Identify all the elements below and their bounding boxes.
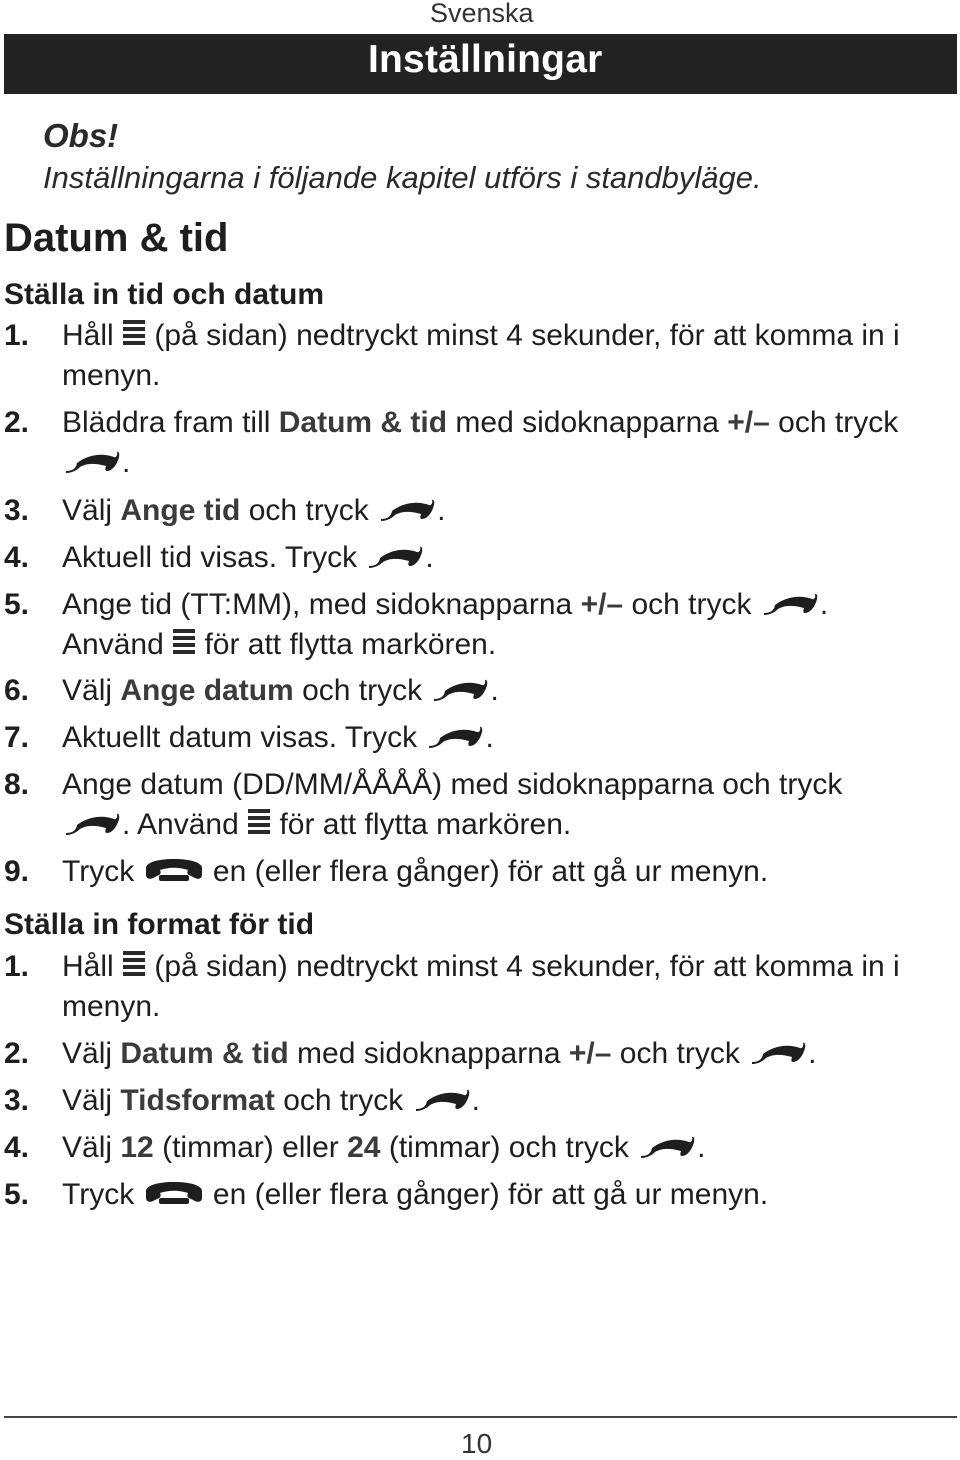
call-icon bbox=[425, 724, 485, 750]
call-icon bbox=[748, 1040, 808, 1066]
note-heading: Obs! bbox=[43, 117, 119, 154]
subsection-title: Ställa in format för tid bbox=[4, 908, 315, 941]
list-item: 3. Välj Ange tid och tryck . bbox=[4, 494, 446, 527]
call-icon bbox=[62, 811, 122, 837]
list-item: 8. Ange datum (DD/MM/ÅÅÅÅ) med sidoknapparna och tryck . Använd för att flytta markören. bbox=[4, 768, 843, 841]
page-title: Inställningar bbox=[368, 38, 603, 81]
call-icon bbox=[365, 544, 425, 570]
subsection-title: Ställa in tid och datum bbox=[4, 278, 325, 311]
note-box bbox=[43, 114, 762, 198]
list-item: 3. Välj Tidsformat och tryck . bbox=[4, 1084, 480, 1117]
call-icon bbox=[62, 449, 122, 475]
list-item: 4. Aktuell tid visas. Tryck . bbox=[4, 541, 434, 574]
menu-icon bbox=[247, 807, 271, 837]
list-item: 7. Aktuellt datum visas. Tryck . bbox=[4, 721, 494, 754]
list-item: 2. Välj Datum & tid med sidoknapparna +/– och tryck . bbox=[4, 1037, 817, 1070]
list-item: 5. Tryck en (eller flera gånger) för att gå ur menyn. bbox=[4, 1178, 769, 1211]
call-icon bbox=[412, 1087, 472, 1113]
list-item: 5. Ange tid (TT:MM), med sidoknapparna +/– och tryck . Använd för att flytta markören. bbox=[4, 588, 829, 661]
call-icon bbox=[377, 497, 437, 523]
list-item: 2. Bläddra fram till Datum & tid med sidoknapparna +/– och tryck . bbox=[4, 406, 899, 479]
page-title-bar bbox=[4, 34, 957, 94]
menu-icon bbox=[122, 318, 146, 348]
end-call-icon bbox=[143, 1179, 205, 1207]
call-icon bbox=[430, 677, 490, 703]
list-item: 4. Välj 12 (timmar) eller 24 (timmar) och tryck . bbox=[4, 1131, 706, 1164]
list-item: 1. Håll (på sidan) nedtryckt minst 4 sekunder, för att komma in i menyn. bbox=[4, 319, 900, 392]
menu-icon bbox=[122, 949, 146, 979]
call-icon bbox=[637, 1134, 697, 1160]
end-call-icon bbox=[143, 856, 205, 884]
page-number: 10 bbox=[461, 1428, 493, 1459]
footer-divider bbox=[4, 1416, 957, 1418]
language-label: Svenska bbox=[430, 0, 534, 28]
list-item: 1. Håll (på sidan) nedtryckt minst 4 sekunder, för att komma in i menyn. bbox=[4, 950, 900, 1023]
section-title: Datum & tid bbox=[4, 216, 229, 260]
list-item: 6. Välj Ange datum och tryck . bbox=[4, 674, 499, 707]
note-text: Inställningarna i följande kapitel utförs i standbyläge. bbox=[43, 160, 762, 195]
menu-icon bbox=[172, 627, 196, 657]
list-item: 9. Tryck en (eller flera gånger) för att gå ur menyn. bbox=[4, 855, 769, 888]
call-icon bbox=[760, 591, 820, 617]
